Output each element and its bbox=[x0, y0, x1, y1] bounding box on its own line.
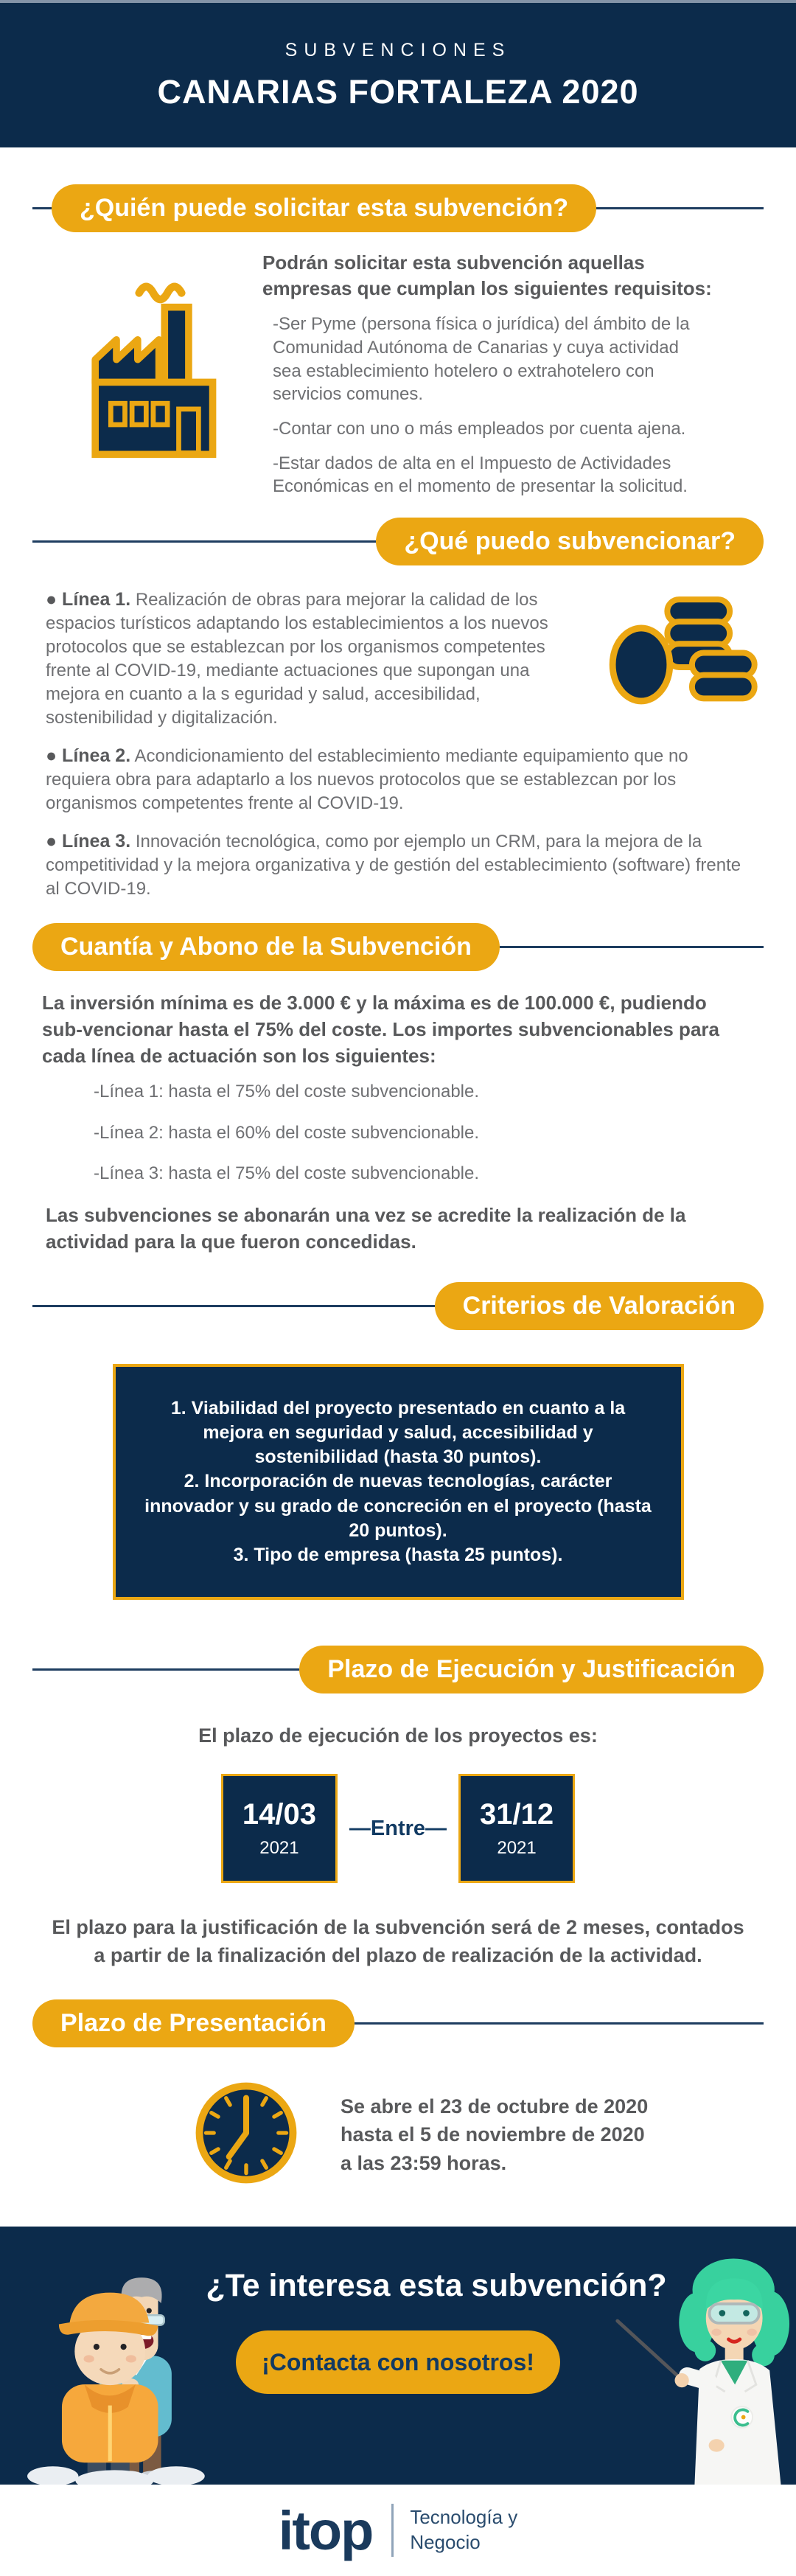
end-year: 2021 bbox=[497, 1838, 537, 1859]
amount-list-item: -Línea 1: hasta el 75% del coste subvencionable. bbox=[94, 1082, 480, 1102]
heading-row-who bbox=[32, 184, 764, 232]
heading-row-what bbox=[32, 518, 764, 565]
criteria-item: 2. Incorporación de nuevas tecnologías, carácter innovador y su grado de concreción en el proyecto (hasta 20 puntos). bbox=[144, 1471, 652, 1541]
submission-line: hasta el 5 de noviembre de 2020 bbox=[341, 2123, 645, 2146]
submission-row bbox=[190, 2077, 796, 2193]
section-criteria bbox=[0, 1282, 796, 1601]
submission-text bbox=[341, 2092, 648, 2177]
start-date: 14/03 bbox=[242, 1798, 316, 1831]
heading-pill-what bbox=[376, 518, 764, 565]
amount-list-item: -Línea 2: hasta el 60% del coste subvencionable. bbox=[94, 1122, 480, 1143]
coins-icon bbox=[602, 588, 761, 714]
execution-intro: El plazo de ejecución de los proyectos es: bbox=[198, 1724, 598, 1747]
header bbox=[0, 3, 796, 147]
heading-rule bbox=[355, 2022, 764, 2025]
younger-man-figure bbox=[59, 2293, 158, 2484]
itop-logo-wordmark: itop bbox=[278, 2499, 373, 2561]
heading-rule bbox=[32, 1305, 435, 1307]
scientist-character-icon bbox=[613, 2244, 790, 2485]
amount-intro: La inversión mínima es de 3.000 € y la máxima es de 100.000 €, pudiendo sub-vencionar hasta el 75% del coste. Los importes subvencionables para cada línea de actuación son los siguientes: bbox=[42, 991, 719, 1067]
heading-pill-execution bbox=[299, 1646, 764, 1693]
heading-amount-label: Cuantía y Abono de la Subvención bbox=[60, 932, 472, 961]
heading-pill-criteria bbox=[435, 1282, 764, 1330]
section-execution bbox=[0, 1646, 796, 1970]
logo-tagline: Tecnología y Negocio bbox=[410, 2506, 518, 2554]
heading-rule bbox=[32, 1668, 299, 1671]
linea-2-label: ● Línea 2. bbox=[46, 745, 131, 766]
heading-who-label: ¿Quién puede solicitar esta subvención? bbox=[80, 194, 569, 222]
linea-1-label: ● Línea 1. bbox=[46, 588, 131, 610]
heading-row-criteria bbox=[32, 1282, 764, 1330]
amount-list bbox=[94, 1080, 796, 1185]
logo-divider bbox=[391, 2504, 394, 2557]
linea-1-row bbox=[46, 588, 761, 730]
heading-rule bbox=[32, 540, 376, 543]
heading-execution-label: Plazo de Ejecución y Justificación bbox=[327, 1655, 736, 1684]
page-title: CANARIAS FORTALEZA 2020 bbox=[157, 72, 639, 111]
execution-outro: El plazo para la justificación de la subvención será de 2 meses, contados a partir de la finalización del plazo de realización de la actividad. bbox=[52, 1916, 744, 1967]
footer bbox=[0, 2227, 796, 2576]
who-intro: Podrán solicitar esta subvención aquellas empresas que cumplan los siguientes requisitos: bbox=[262, 251, 712, 300]
who-body bbox=[41, 250, 755, 498]
itop-logo bbox=[279, 2499, 518, 2562]
heading-row-execution bbox=[32, 1646, 764, 1693]
linea-3-label: ● Línea 3. bbox=[46, 830, 131, 852]
amount-list-item: -Línea 3: hasta el 75% del coste subvencionable. bbox=[94, 1163, 480, 1183]
heading-criteria-label: Criterios de Valoración bbox=[462, 1291, 736, 1320]
who-text bbox=[262, 250, 712, 498]
footer-cta-band bbox=[0, 2227, 796, 2485]
end-date-box bbox=[458, 1774, 575, 1883]
clock-icon bbox=[190, 2077, 302, 2193]
footer-heading: ¿Te interesa esta subvención? bbox=[206, 2268, 667, 2304]
heading-row-amount bbox=[32, 923, 764, 971]
heading-pill-amount bbox=[32, 923, 500, 971]
submission-line: Se abre el 23 de octubre de 2020 bbox=[341, 2095, 649, 2118]
header-kicker: SUBVENCIONES bbox=[284, 39, 512, 60]
section-who bbox=[0, 184, 796, 498]
linea-1-text: ● Línea 1. Realización de obras para mejorar la calidad de los espacios turísticos adaptando los establecimientos a los nuevos protocolos que se establezcan por los organismos competentes frente al COVID-19, mediante actuaciones que supongan una mejora en cuanto a la s eguridad y salud, accesibilidad, sostenibilidad y digitalización. bbox=[46, 588, 548, 728]
factory-icon bbox=[41, 250, 262, 498]
section-submission bbox=[0, 1999, 796, 2193]
heading-rule bbox=[596, 207, 764, 209]
start-date-box bbox=[221, 1774, 338, 1883]
submission-line: a las 23:59 horas. bbox=[341, 2151, 507, 2174]
contact-button[interactable]: ¡Contacta con nosotros! bbox=[236, 2330, 560, 2394]
who-requirement: -Estar dados de alta en el Impuesto de Actividades Económicas en el momento de presentar la solicitud. bbox=[273, 453, 688, 497]
who-requirement: -Ser Pyme (persona física o jurídica) del ámbito de la Comunidad Autónoma de Canarias y cuya actividad sea establecimiento hotelero o extrahotelero con servicios comunes. bbox=[273, 314, 690, 405]
heading-submission-label: Plazo de Presentación bbox=[60, 2009, 327, 2038]
heading-rule bbox=[500, 946, 764, 948]
end-date: 31/12 bbox=[480, 1798, 554, 1831]
heading-what-label: ¿Qué puedo subvencionar? bbox=[404, 526, 736, 555]
heading-rule bbox=[32, 207, 52, 209]
dates-connector: —Entre— bbox=[349, 1816, 447, 1840]
who-requirement: -Contar con uno o más empleados por cuenta ajena. bbox=[273, 418, 686, 439]
workers-characters-icon bbox=[26, 2237, 214, 2485]
amount-outro: Las subvenciones se abonarán una vez se acredite la realización de la actividad para la que fueron concedidas. bbox=[46, 1203, 686, 1253]
section-what bbox=[0, 518, 796, 901]
execution-dates bbox=[0, 1774, 796, 1883]
footer-logo-band bbox=[0, 2485, 796, 2576]
criteria-item: 1. Viabilidad del proyecto presentado en cuanto a la mejora en seguridad y salud, accesibilidad y sostenibilidad (hasta 30 puntos). bbox=[170, 1397, 626, 1468]
criteria-item: 3. Tipo de empresa (hasta 25 puntos). bbox=[233, 1545, 563, 1566]
heading-pill-submission bbox=[32, 1999, 355, 2047]
criteria-box bbox=[113, 1364, 684, 1601]
linea-3-text: ● Línea 3. Innovación tecnológica, como por ejemplo un CRM, para la mejora de la competitividad y la mejora organizativa y de gestión del establecimiento (software) frente al COVID-19. bbox=[46, 830, 741, 899]
section-amount bbox=[0, 923, 796, 1256]
linea-2-text: ● Línea 2. Acondicionamiento del establecimiento mediante equipamiento que no requiera obra para adaptarlo a los nuevos protocolos que se establezcan por los organismos competentes frente al COVID-19. bbox=[46, 745, 688, 813]
start-year: 2021 bbox=[259, 1838, 299, 1859]
heading-row-submission bbox=[32, 1999, 764, 2047]
heading-pill-who bbox=[52, 184, 596, 232]
